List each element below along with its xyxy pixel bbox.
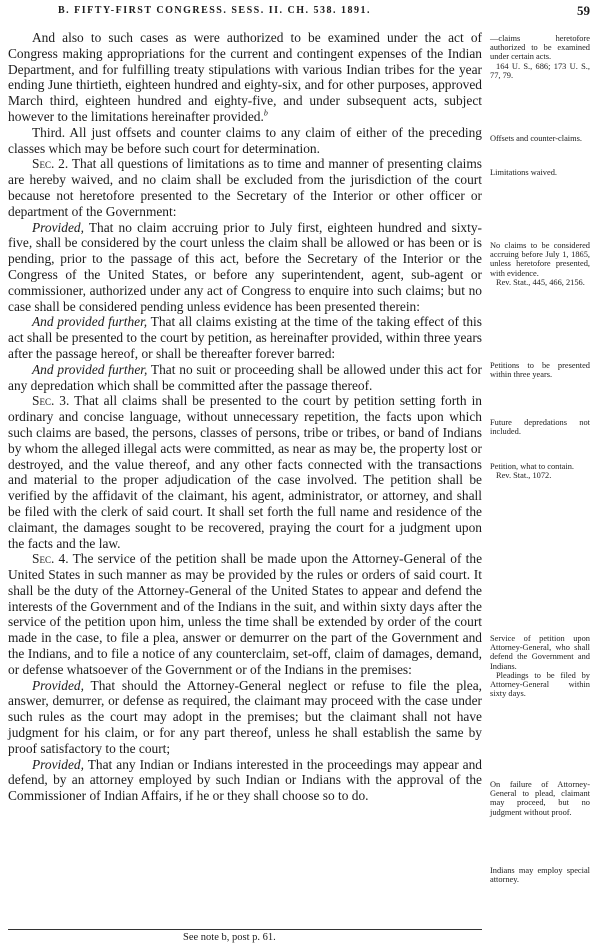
margin-note-text: Service of petition upon Attorney-General, who shall defend the Government and Indians. (490, 634, 590, 671)
page-number: 59 (577, 3, 590, 18)
paragraph-proviso-neglect (8, 678, 482, 757)
proviso-label: Provided, (32, 756, 84, 772)
paragraph-proviso-1865 (8, 220, 482, 315)
section-label: Sec. 3. (32, 393, 70, 409)
margin-note-failure-to-plead (490, 780, 590, 817)
paragraph-text: That no suit or proceeding shall be allowed under this act for any depredation which shall be committed after the passage thereof. (8, 361, 482, 393)
margin-note-text: On failure of Attorney-General to plead, claimant may proceed, but no judgment without proof. (490, 780, 590, 817)
paragraph-sec-4 (8, 551, 482, 677)
margin-note-petitions-three-years (490, 361, 590, 379)
margin-notes (490, 0, 590, 948)
margin-note-no-claims-1865 (490, 241, 590, 287)
footnote-mark: b (263, 108, 268, 118)
section-label: Sec. 2. (32, 156, 69, 172)
paragraph-claims-authorized (8, 30, 482, 125)
paragraph-text: That all claims existing at the time of the taking effect of this act shall be presented to the court by petition, as hereinafter provided, within three years after the passage hereof, or shall be thereafter forever barred: (8, 314, 482, 361)
paragraph-text: And also to such cases as were authorized to be examined under the act of Congress making appropriations for the current and contingent expenses of the Indian Department, and for fulfilling treaty stipulations with various Indian tribes for the year ending June thirtieth, eighteen hundred and eighty-six, and for other purposes, approved March third, eighteen hundred and eighty-five, and under subsequent acts, subject however to the limitations hereinafter provided. (8, 30, 482, 124)
paragraph-text: That any Indian or Indians interested in the proceedings may appear and defend, by an attorney employed by such Indian or Indians with the approval of the Commissioner of Indian Affairs, if he or they shall choose so to do. (8, 756, 482, 804)
proviso-label: Provided, (32, 219, 84, 235)
paragraph-proviso-three-years (8, 314, 482, 361)
margin-note-special-attorney (490, 866, 590, 884)
paragraph-proviso-future (8, 362, 482, 394)
margin-note-claims-authorized (490, 34, 590, 80)
paragraph-proviso-indians (8, 757, 482, 804)
paragraph-text: That all claims shall be presented to the court by petition setting forth in ordinary and concise language, without unnecessary repetition, the facts upon which such claims are based, the persons, classes of persons, tribe or tribes, or band of Indians by whom the alleged illegal acts were committed, as near as may be, the property lost or destroyed, and the value thereof, and any other facts connected with the transactions and material to the proper adjudication of the case involved. The petition shall be verified by the affidavit of the claimant, his agent, administrator, or attorney, and shall be filed with the clerk of said court. It shall set forth the full name and residence of the claimant, the damages sought to be recovered, praying the court for a judgment upon the facts and the law. (8, 393, 483, 551)
margin-note-reference: 164 U. S., 686; 173 U. S., 77, 79. (490, 61, 590, 80)
margin-note-text: Limitations waived. (490, 168, 557, 177)
proviso-label: Provided, (32, 677, 84, 693)
margin-note-text: Pleadings to be filed by Attorney-General within sixty days. (490, 670, 590, 699)
running-head: B. FIFTY-FIRST CONGRESS. SESS. II. CH. 538. 1891. (58, 5, 372, 16)
statute-body (8, 30, 482, 804)
margin-note-reference: Rev. Stat., 1072. (496, 471, 552, 481)
paragraph-text: That should the Attorney-General neglect or refuse to file the plea, answer, demurrer, or defense as required, the claimant may proceed with the case under such rules as the court may adopt in the premises; but the claimant shall not have judgment for his claim, or for any part thereof, unless he shall establish the same by proof satisfactory to the court; (8, 677, 483, 756)
paragraph-text: That all questions of limitations as to time and manner of presenting claims are hereby waived, and no claim shall be excluded from the jurisdiction of the court because not heretofore presented to the Secretary of the Interior or other officer or department of the Government: (8, 156, 483, 219)
margin-note-limitations (490, 168, 590, 177)
paragraph-text: That no claim accruing prior to July first, eighteen hundred and sixty-five, shall be considered by the court unless the claim shall be allowed or has been or is pending, prior to the passage of this act, before the Secretary of the Interior or the Congress of the United States, or before any superintendent, agent, sub-agent or commissioner, authorized under any act of Congress to enquire into such claims; but no case shall be considered pending unless evidence has been presented therein: (8, 219, 482, 314)
margin-note-future-depredations (490, 418, 590, 436)
paragraph-sec-2 (8, 156, 482, 219)
footnote-rule (8, 929, 482, 930)
margin-note-text: —claims heretofore authorized to be examined under certain acts. (490, 34, 590, 62)
proviso-label: And provided further, (32, 314, 148, 330)
margin-note-petition-contents (490, 462, 590, 480)
proviso-label: And provided further, (32, 361, 148, 377)
paragraph-third (8, 125, 482, 157)
margin-note-text: Offsets and counter-claims. (490, 134, 583, 143)
paragraph-text: The service of the petition shall be made upon the Attorney-General of the United States in such manner as may be provided by the rules or orders of said court. It shall be the duty of the Attorney-General of the United States to appear and defend the interests of the Government and of the Indians in the suit, and within sixty days after the service of the petition upon him, unless the time shall be extended by order of the court made in the case, to file a plea, answer or demurrer on the part of the Government and the Indians, and to file a notice of any counterclaim, set-off, claim of damages, demand, or defense whatsoever of the Government or of the Indians in the premises: (8, 551, 483, 677)
margin-note-reference: Rev. Stat., 445, 466, 2156. (496, 277, 585, 287)
paragraph-sec-3 (8, 393, 482, 551)
margin-note-offsets (490, 134, 590, 143)
section-label: Sec. 4. (32, 551, 69, 567)
margin-note-service-of-petition (490, 634, 590, 698)
margin-note-text: No claims to be considered accruing before July 1, 1865, unless heretofore presented, with evidence. (490, 241, 590, 278)
margin-note-text: Indians may employ special attorney. (490, 866, 590, 885)
footnote: See note b, post p. 61. (183, 932, 276, 943)
margin-note-text: Petition, what to contain. (490, 462, 574, 471)
paragraph-text: Third. All just offsets and counter claims to any claim of either of the preceding classes which may be before such court for determination. (8, 124, 482, 156)
margin-note-text: Future depredations not included. (490, 418, 590, 437)
margin-note-text: Petitions to be presented within three years. (490, 361, 590, 380)
